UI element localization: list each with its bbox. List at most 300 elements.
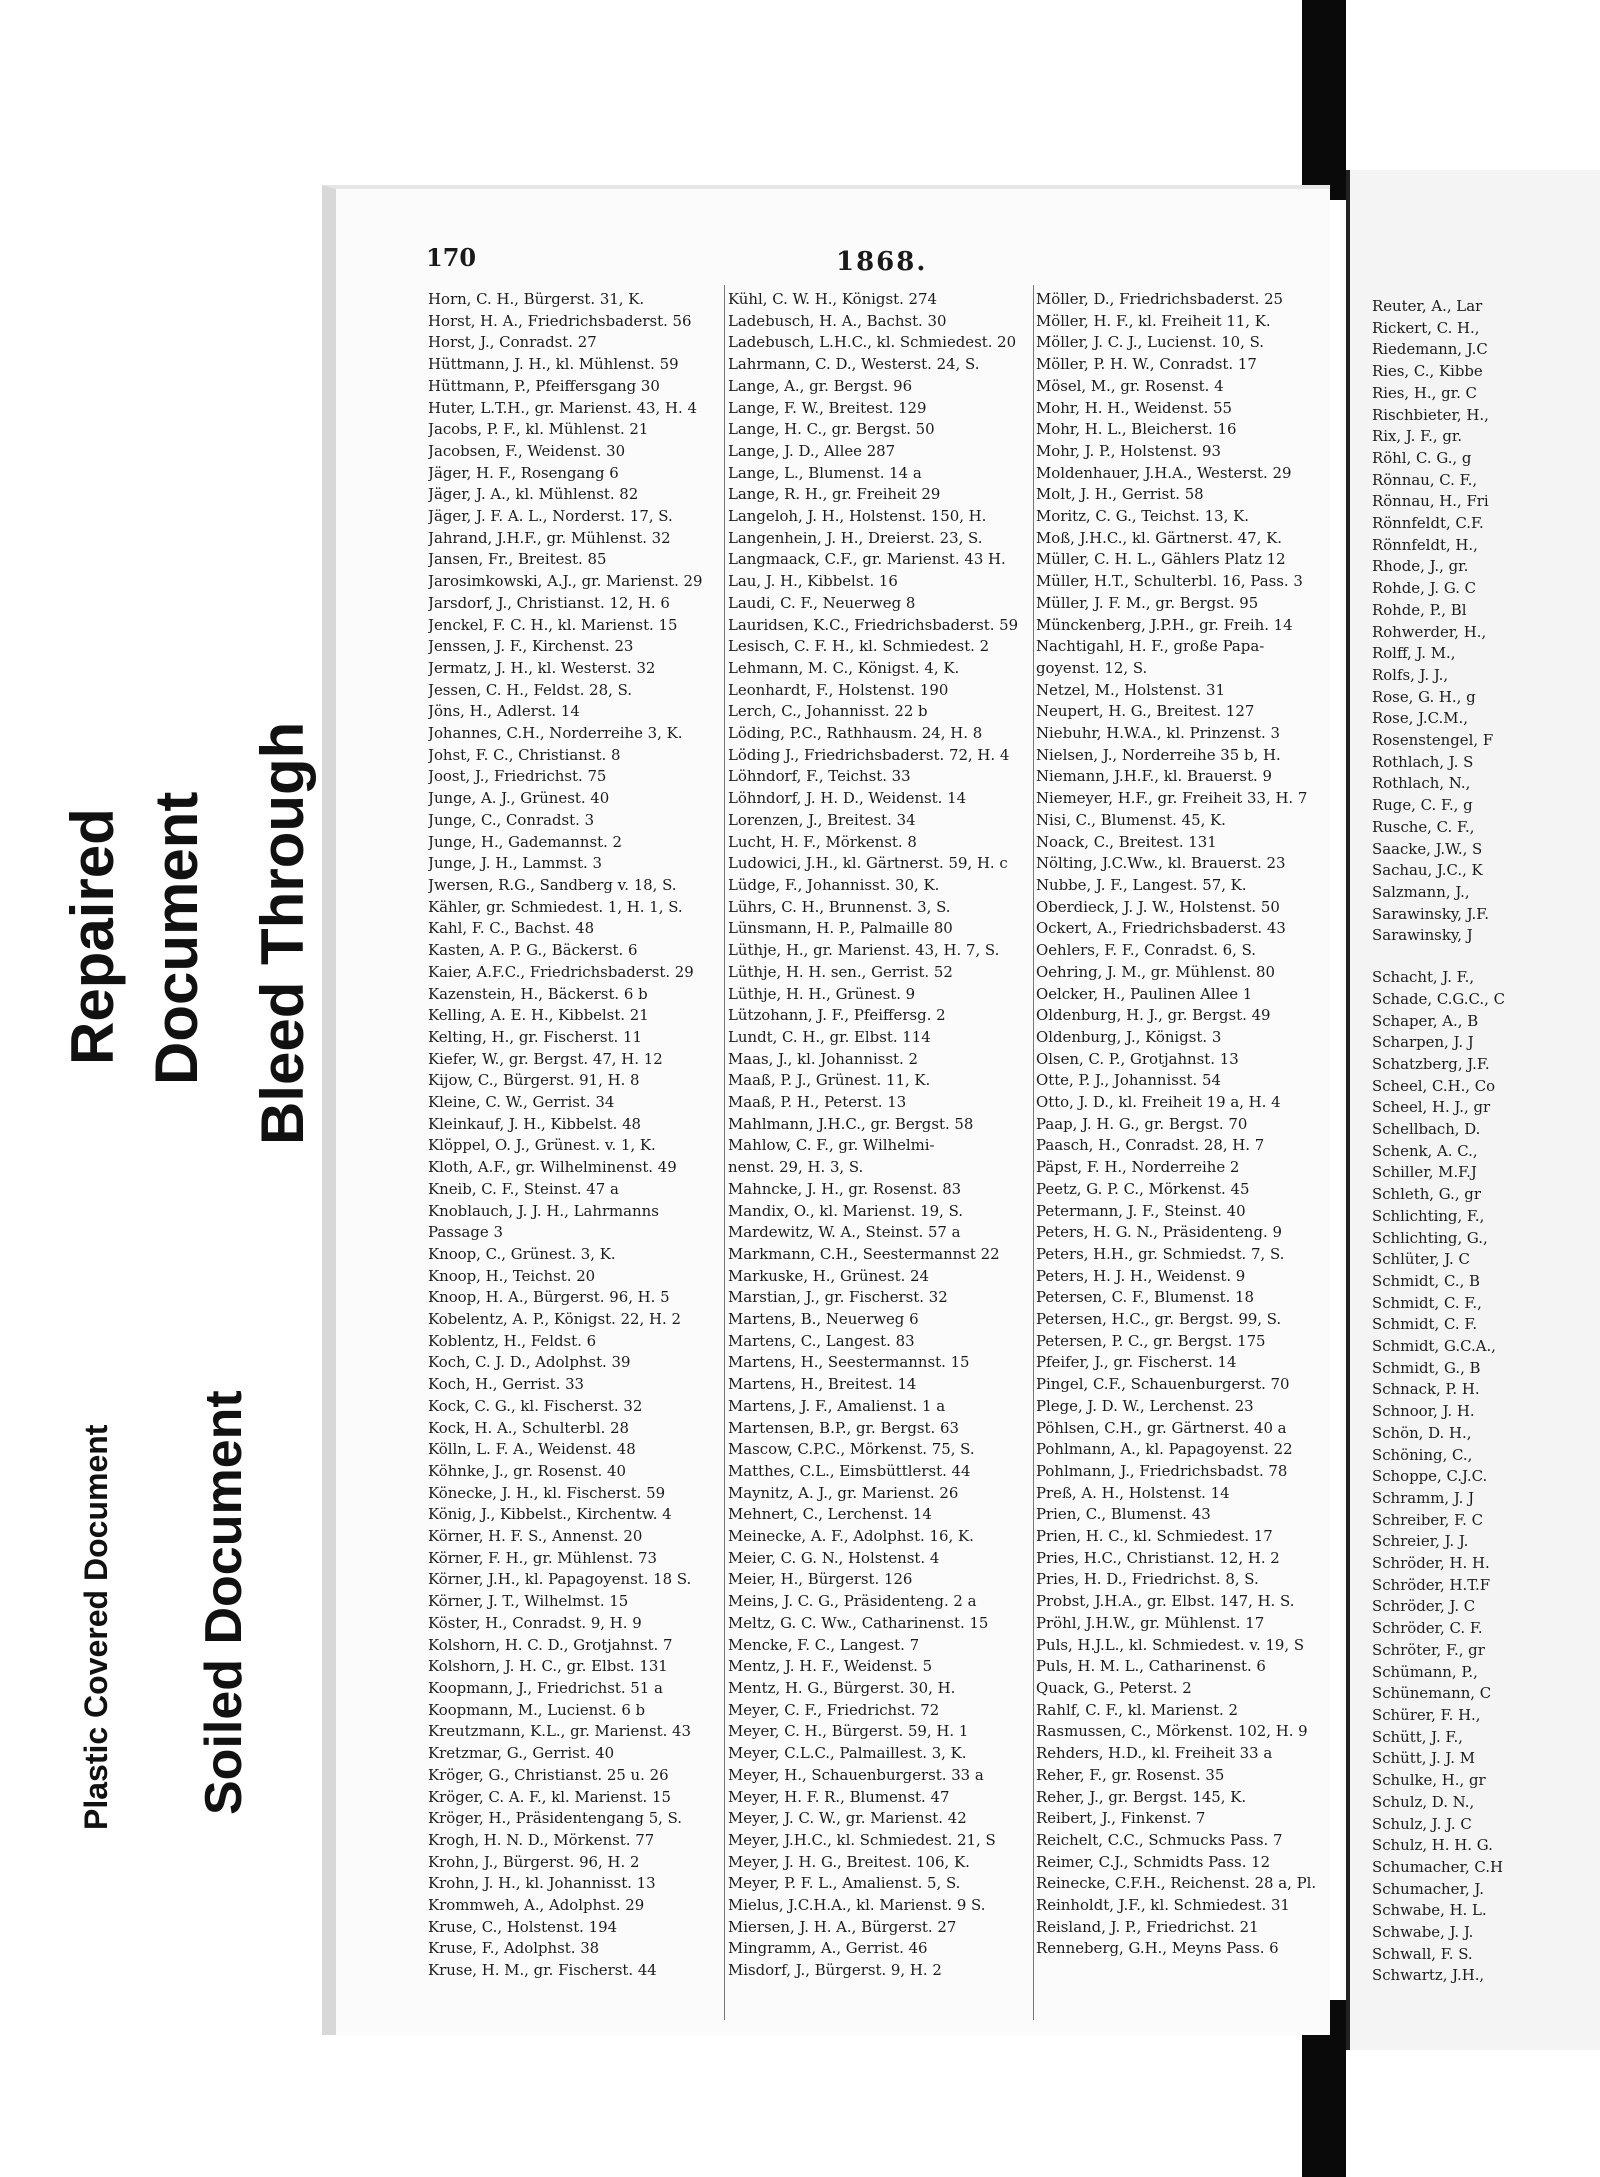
next-page-entry: Schröter, F., gr: [1372, 1640, 1485, 1659]
next-page-entry: Riedemann, J.C: [1372, 340, 1488, 359]
directory-entry: Pöhlsen, C.H., gr. Gärtnerst. 40 a: [1036, 1418, 1287, 1437]
directory-entry: Junge, A. J., Grünest. 40: [428, 789, 610, 808]
directory-entry: Müller, H.T., Schulterbl. 16, Pass. 3: [1036, 572, 1303, 591]
directory-entry: Jenssen, J. F., Kirchenst. 23: [428, 637, 634, 656]
next-page-entry: Schröder, H. H.: [1372, 1554, 1490, 1573]
directory-entry: Rahlf, C. F., kl. Marienst. 2: [1036, 1700, 1238, 1719]
directory-entry: Jäger, J. A., kl. Mühlenst. 82: [428, 485, 639, 504]
directory-entry: Löhndorf, F., Teichst. 33: [728, 767, 911, 786]
next-page-entry: Schmidt, G., B: [1372, 1358, 1481, 1377]
next-page-entry: Schön, D. H.,: [1372, 1423, 1472, 1442]
next-page-entry: Schöning, C.,: [1372, 1445, 1473, 1464]
directory-entry: Kähler, gr. Schmiedest. 1, H. 1, S.: [428, 897, 683, 916]
directory-entry: Müller, J. F. M., gr. Bergst. 95: [1036, 593, 1259, 612]
directory-entry: Puls, H.J.L., kl. Schmiedest. v. 19, S: [1036, 1635, 1305, 1654]
next-page-entry: Schröder, C. F.: [1372, 1619, 1483, 1638]
next-page-entry: Schulke, H., gr: [1372, 1771, 1486, 1790]
directory-entry: Meyer, J. C. W., gr. Marienst. 42: [728, 1809, 967, 1828]
directory-entry: Koch, C. J. D., Adolphst. 39: [428, 1353, 631, 1372]
directory-entry: Kaier, A.F.C., Friedrichsbaderst. 29: [428, 962, 694, 981]
next-page-entry: Schwartz, J.H.,: [1372, 1966, 1485, 1985]
directory-entry: Lüthje, H. H. sen., Gerrist. 52: [728, 962, 953, 981]
directory-entry: Löhndorf, J. H. D., Weidenst. 14: [728, 789, 967, 808]
directory-column-1: [428, 289, 728, 1982]
next-page-entry: Schulz, J. J. C: [1372, 1814, 1472, 1833]
next-page-entry: Röhl, C. G., g: [1372, 448, 1472, 467]
directory-entry: Möller, P. H. W., Conradst. 17: [1036, 355, 1257, 374]
directory-entry: Petersen, P. C., gr. Bergst. 175: [1036, 1331, 1266, 1350]
directory-entry: Jacobs, P. F., kl. Mühlenst. 21: [428, 420, 649, 439]
page-year: 1868.: [836, 247, 928, 277]
directory-entry: Köster, H., Conradst. 9, H. 9: [428, 1613, 642, 1632]
directory-entry: Jäger, H. F., Rosengang 6: [428, 463, 619, 482]
directory-entry: Horst, H. A., Friedrichsbaderst. 56: [428, 311, 692, 330]
directory-entry: Oldenburg, H. J., gr. Bergst. 49: [1036, 1006, 1271, 1025]
directory-entry: Lange, H. C., gr. Bergst. 50: [728, 420, 935, 439]
next-page-entry: Schnoor, J. H.: [1372, 1402, 1475, 1421]
directory-entry: nenst. 29, H. 3, S.: [728, 1158, 864, 1177]
directory-entry: Molt, J. H., Gerrist. 58: [1036, 485, 1204, 504]
directory-entry: Maaß, P. H., Peterst. 13: [728, 1093, 907, 1112]
directory-entry: König, J., Kibbelst., Kirchentw. 4: [428, 1505, 672, 1524]
directory-entry: Moritz, C. G., Teichst. 13, K.: [1036, 507, 1249, 526]
directory-entry: Joost, J., Friedrichst. 75: [428, 767, 607, 786]
directory-entry: Lerch, C., Johannisst. 22 b: [728, 702, 928, 721]
directory-entry: Lützohann, J. F., Pfeiffersg. 2: [728, 1006, 946, 1025]
directory-entry: Oehlers, F. F., Conradst. 6, S.: [1036, 941, 1257, 960]
directory-entry: Niebuhr, H.W.A., kl. Prinzenst. 3: [1036, 724, 1280, 743]
directory-entry: Leonhardt, F., Holstenst. 190: [728, 680, 949, 699]
directory-entry: Meyer, H. F. R., Blumenst. 47: [728, 1787, 950, 1806]
directory-entry: Lehmann, M. C., Königst. 4, K.: [728, 658, 960, 677]
directory-entry: Ludowici, J.H., kl. Gärtnerst. 59, H. c: [728, 854, 1008, 873]
next-page-entry: Schreiber, F. C: [1372, 1510, 1483, 1529]
directory-entry: Mohr, H. L., Bleicherst. 16: [1036, 420, 1237, 439]
next-page-entry: Schlichting, F.,: [1372, 1206, 1485, 1225]
directory-entry: Koopmann, M., Lucienst. 6 b: [428, 1700, 646, 1719]
next-page-entry: Schreier, J. J.: [1372, 1532, 1469, 1551]
directory-entry: Plege, J. D. W., Lerchenst. 23: [1036, 1396, 1254, 1415]
directory-entry: Markuske, H., Grünest. 24: [728, 1266, 930, 1285]
directory-entry: Mardewitz, W. A., Steinst. 57 a: [728, 1223, 961, 1242]
next-page-entry: Schwabe, H. L.: [1372, 1901, 1487, 1920]
directory-entry: Lange, J. D., Allee 287: [728, 441, 896, 460]
directory-entry: Kröger, C. A. F., kl. Marienst. 15: [428, 1787, 671, 1806]
label-soiled: Soiled Document: [195, 1390, 253, 1815]
next-page-entry: Schaper, A., B: [1372, 1011, 1479, 1030]
directory-entry: Nölting, J.C.Ww., kl. Brauerst. 23: [1036, 854, 1286, 873]
directory-entry: Rehders, H.D., kl. Freiheit 33 a: [1036, 1744, 1273, 1763]
directory-entry: Nachtigahl, H. F., große Papa-: [1036, 637, 1265, 656]
directory-page: [322, 185, 1330, 2035]
directory-entry: Knoop, C., Grünest. 3, K.: [428, 1244, 616, 1263]
directory-entry: Kahl, F. C., Bachst. 48: [428, 919, 595, 938]
directory-entry: Reisland, J. P., Friedrichst. 21: [1036, 1917, 1259, 1936]
next-page-entry: Rusche, C. F.,: [1372, 817, 1475, 836]
directory-entry: Kölln, L. F. A., Weidenst. 48: [428, 1440, 636, 1459]
directory-entry: Niemeyer, H.F., gr. Freiheit 33, H. 7: [1036, 789, 1308, 808]
directory-entry: Krohn, J. H., kl. Johannisst. 13: [428, 1874, 656, 1893]
directory-entry: Mösel, M., gr. Rosenst. 4: [1036, 376, 1224, 395]
next-page-entry: Rönnfeldt, C.F.: [1372, 514, 1484, 533]
directory-entry: Ockert, A., Friedrichsbaderst. 43: [1036, 919, 1286, 938]
directory-entry: Peters, H. J. H., Weidenst. 9: [1036, 1266, 1246, 1285]
next-page-entry: Scheel, H. J., gr: [1372, 1098, 1491, 1117]
next-page-entry: Schnack, P. H.: [1372, 1380, 1480, 1399]
directory-entry: Otte, P. J., Johannisst. 54: [1036, 1071, 1221, 1090]
directory-entry: Kühl, C. W. H., Königst. 274: [728, 290, 937, 308]
next-page-entry: Scharpen, J. J: [1372, 1033, 1474, 1052]
next-page-entry: Rönnau, H., Fri: [1372, 492, 1489, 511]
directory-entry: Preß, A. H., Holstenst. 14: [1036, 1483, 1230, 1502]
directory-entry: Möller, H. F., kl. Freiheit 11, K.: [1036, 311, 1271, 330]
directory-entry: Lahrmann, C. D., Westerst. 24, S.: [728, 355, 980, 374]
label-bleed-through: Bleed Through: [249, 721, 316, 1145]
next-page-entry: Schenk, A. C.,: [1372, 1141, 1478, 1160]
directory-entry: Pingel, C.F., Schauenburgerst. 70: [1036, 1375, 1290, 1394]
directory-entry: Meier, C. G. N., Holstenst. 4: [728, 1548, 940, 1567]
directory-entry: Paasch, H., Conradst. 28, H. 7: [1036, 1136, 1265, 1155]
directory-entry: Marstian, J., gr. Fischerst. 32: [728, 1288, 948, 1307]
directory-entry: Meyer, J. H. G., Breitest. 106, K.: [728, 1852, 970, 1871]
directory-entry: Miersen, J. H. A., Bürgerst. 27: [728, 1917, 957, 1936]
directory-entry: Körner, J. T., Wilhelmst. 15: [428, 1592, 629, 1611]
next-page-entry: Rothlach, J. S: [1372, 752, 1474, 771]
directory-entry: Lüdge, F., Johannisst. 30, K.: [728, 875, 940, 894]
label-plastic-covered: Plastic Covered Document: [78, 1424, 114, 1830]
directory-entry: Mencke, F. C., Langest. 7: [728, 1635, 920, 1654]
directory-entry: Petersen, C. F., Blumenst. 18: [1036, 1288, 1254, 1307]
directory-entry: Kiefer, W., gr. Bergst. 47, H. 12: [428, 1049, 663, 1068]
directory-entry: Peetz, G. P. C., Mörkenst. 45: [1036, 1179, 1250, 1198]
directory-entry: Reimer, C.J., Schmidts Pass. 12: [1036, 1852, 1271, 1871]
directory-entry: Niemann, J.H.F., kl. Brauerst. 9: [1036, 767, 1273, 786]
directory-entry: Meyer, C. F., Friedrichst. 72: [728, 1700, 940, 1719]
next-page-entry: Rose, J.C.M.,: [1372, 709, 1468, 728]
directory-entry: Jenckel, F. C. H., kl. Marienst. 15: [428, 615, 678, 634]
directory-entry: Probst, J.H.A., gr. Elbst. 147, H. S.: [1036, 1592, 1295, 1611]
directory-entry: Nisi, C., Blumenst. 45, K.: [1036, 810, 1226, 829]
next-page-entry: Rohde, P., Bl: [1372, 600, 1467, 619]
directory-entry: Kröger, G., Christianst. 25 u. 26: [428, 1765, 669, 1784]
directory-entry: Meyer, H., Schauenburgerst. 33 a: [728, 1765, 984, 1784]
directory-entry: Mandix, O., kl. Marienst. 19, S.: [728, 1201, 963, 1220]
directory-entry: Oehring, J. M., gr. Mühlenst. 80: [1036, 962, 1275, 981]
directory-entry: Kolshorn, J. H. C., gr. Elbst. 131: [428, 1657, 668, 1676]
directory-entry: Petersen, H.C., gr. Bergst. 99, S.: [1036, 1310, 1282, 1329]
directory-entry: Mohr, H. H., Weidenst. 55: [1036, 398, 1233, 417]
next-page-entry: Schürer, F. H.,: [1372, 1706, 1481, 1724]
next-page-entry: Schröder, J. C: [1372, 1597, 1476, 1616]
directory-entry: Martens, J. F., Amalienst. 1 a: [728, 1396, 946, 1415]
directory-entry: Kreutzmann, K.L., gr. Marienst. 43: [428, 1722, 691, 1741]
next-page-entry: Schütt, J. J. M: [1372, 1749, 1475, 1768]
next-page-entry: Rhode, J., gr.: [1372, 557, 1469, 576]
directory-entry: Martensen, B.P., gr. Bergst. 63: [728, 1418, 959, 1437]
directory-entry: Johannes, C.H., Norderreihe 3, K.: [428, 724, 683, 743]
directory-entry: Mahlmann, J.H.C., gr. Bergst. 58: [728, 1114, 974, 1133]
directory-entry: Kloth, A.F., gr. Wilhelminenst. 49: [428, 1158, 677, 1177]
next-page-entry: Rickert, C. H.,: [1372, 318, 1480, 337]
directory-entry: Päpst, F. H., Norderreihe 2: [1036, 1158, 1240, 1177]
directory-column-2: [728, 289, 1030, 1982]
directory-entry: Pries, H.C., Christianst. 12, H. 2: [1036, 1548, 1280, 1567]
directory-entry: Kock, H. A., Schulterbl. 28: [428, 1418, 630, 1437]
next-page-entry: Sarawinsky, J: [1372, 926, 1473, 945]
directory-entry: Oelcker, H., Paulinen Allee 1: [1036, 984, 1253, 1003]
next-page-entry: Schmidt, C. F.,: [1372, 1293, 1482, 1312]
directory-entry: Koopmann, J., Friedrichst. 51 a: [428, 1679, 663, 1697]
directory-column-3: [1036, 289, 1338, 1960]
next-page-entry: Schellbach, D.: [1372, 1120, 1481, 1139]
directory-entry: Körner, F. H., gr. Mühlenst. 73: [428, 1548, 657, 1567]
next-page-entry: Schmidt, C., B: [1372, 1271, 1481, 1290]
directory-entry: Junge, H., Gademannst. 2: [428, 832, 623, 851]
next-page-entry: Schlichting, G.,: [1372, 1228, 1488, 1247]
directory-entry: Lüthje, H., gr. Marienst. 43, H. 7, S.: [728, 941, 1000, 960]
directory-entry: Jöns, H., Adlerst. 14: [428, 702, 580, 721]
directory-entry: Pohlmann, A., kl. Papagoyenst. 22: [1036, 1440, 1293, 1459]
directory-entry: Kelting, H., gr. Fischerst. 11: [428, 1027, 642, 1046]
directory-entry: goyenst. 12, S.: [1036, 658, 1148, 677]
directory-entry: Mohr, J. P., Holstenst. 93: [1036, 441, 1222, 460]
directory-entry: Krommweh, A., Adolphst. 29: [428, 1896, 645, 1915]
directory-entry: Petermann, J. F., Steinst. 40: [1036, 1201, 1246, 1220]
next-page-entry: Schulz, D. N.,: [1372, 1792, 1475, 1811]
directory-entry: Maaß, P. J., Grünest. 11, K.: [728, 1071, 931, 1090]
directory-entry: Jarsdorf, J., Christianst. 12, H. 6: [428, 593, 670, 612]
directory-entry: Hüttmann, J. H., kl. Mühlenst. 59: [428, 355, 679, 374]
directory-entry: Mehnert, C., Lerchenst. 14: [728, 1505, 932, 1524]
directory-entry: Pfeifer, J., gr. Fischerst. 14: [1036, 1353, 1237, 1372]
directory-entry: Krogh, H. N. D., Mörkenst. 77: [428, 1830, 655, 1849]
next-page-entry: Salzmann, J.,: [1372, 882, 1470, 901]
directory-entry: Moldenhauer, J.H.A., Westerst. 29: [1036, 463, 1292, 482]
directory-entry: Quack, G., Peterst. 2: [1036, 1679, 1192, 1697]
directory-entry: Ladebusch, L.H.C., kl. Schmiedest. 20: [728, 333, 1017, 352]
directory-entry: Laudi, C. F., Neuerweg 8: [728, 593, 916, 612]
next-page-entry: Ries, C., Kibbe: [1372, 362, 1483, 381]
directory-entry: Kleine, C. W., Gerrist. 34: [428, 1093, 615, 1112]
next-page-entry: Sarawinsky, J.F.: [1372, 904, 1490, 923]
directory-entry: Jwersen, R.G., Sandberg v. 18, S.: [428, 875, 677, 894]
directory-entry: Kelling, A. E. H., Kibbelst. 21: [428, 1006, 649, 1025]
directory-entry: Neupert, H. G., Breitest. 127: [1036, 702, 1255, 721]
directory-entry: Kolshorn, H. C. D., Grotjahnst. 7: [428, 1635, 673, 1654]
next-page-entry: Schlüter, J. C: [1372, 1250, 1470, 1269]
directory-entry: Maynitz, A. J., gr. Marienst. 26: [728, 1483, 959, 1502]
directory-entry: Kruse, C., Holstenst. 194: [428, 1917, 618, 1936]
directory-entry: Kleinkauf, J. H., Kibbelst. 48: [428, 1114, 642, 1133]
scanner-edge-top: [1302, 0, 1346, 200]
directory-entry: Meyer, J.H.C., kl. Schmiedest. 21, S: [728, 1830, 996, 1849]
directory-entry: Mascow, C.P.C., Mörkenst. 75, S.: [728, 1440, 975, 1459]
next-page-entry: Schröder, H.T.F: [1372, 1575, 1491, 1594]
directory-entry: Lange, L., Blumenst. 14 a: [728, 463, 922, 482]
directory-entry: Lange, R. H., gr. Freiheit 29: [728, 485, 941, 504]
directory-entry: Jessen, C. H., Feldst. 28, S.: [428, 680, 632, 699]
directory-entry: Martens, H., Seestermannst. 15: [728, 1353, 970, 1372]
directory-entry: Peters, H.H., gr. Schmiedst. 7, S.: [1036, 1244, 1285, 1263]
directory-entry: Oldenburg, J., Königst. 3: [1036, 1027, 1222, 1046]
next-page-entry: Schumacher, J.: [1372, 1879, 1484, 1898]
directory-entry: Lucht, H. F., Mörkenst. 8: [728, 832, 917, 851]
directory-entry: Jansen, Fr., Breitest. 85: [428, 550, 607, 569]
next-page-entry: Schulz, H. H. G.: [1372, 1836, 1493, 1855]
directory-entry: Kretzmar, G., Gerrist. 40: [428, 1744, 615, 1763]
directory-entry: Nubbe, J. F., Langest. 57, K.: [1036, 875, 1247, 894]
directory-entry: Könecke, J. H., kl. Fischerst. 59: [428, 1483, 666, 1502]
directory-entry: Knoop, H. A., Bürgerst. 96, H. 5: [428, 1288, 670, 1307]
directory-entry: Junge, C., Conradst. 3: [428, 810, 595, 829]
directory-entry: Langmaack, C.F., gr. Marienst. 43 H.: [728, 550, 1006, 569]
directory-entry: Müller, C. H. L., Gählers Platz 12: [1036, 550, 1286, 569]
directory-entry: Pröhl, J.H.W., gr. Mühlenst. 17: [1036, 1613, 1265, 1632]
directory-entry: Markmann, C.H., Seestermannst 22: [728, 1244, 1000, 1263]
directory-entry: Krohn, J., Bürgerst. 96, H. 2: [428, 1852, 640, 1871]
directory-entry: Junge, J. H., Lammst. 3: [428, 854, 602, 873]
next-page-entry: Rönnau, C. F.,: [1372, 470, 1478, 489]
next-page-entry: Schwabe, J. J.: [1372, 1923, 1474, 1942]
next-page-entry: Saacke, J.W., S: [1372, 839, 1483, 858]
directory-entry: Rasmussen, C., Mörkenst. 102, H. 9: [1036, 1722, 1308, 1741]
next-page-entry: Schmidt, C. F.: [1372, 1315, 1478, 1334]
directory-entry: Koblentz, H., Feldst. 6: [428, 1331, 597, 1350]
directory-entry: Kazenstein, H., Bäckerst. 6 b: [428, 984, 648, 1003]
next-page-entry: Schümann, P.,: [1372, 1662, 1478, 1681]
directory-entry: Pohlmann, J., Friedrichsbadst. 78: [1036, 1461, 1288, 1480]
next-page-entry: Scheel, C.H., Co: [1372, 1076, 1496, 1095]
directory-entry: Puls, H. M. L., Catharinenst. 6: [1036, 1657, 1266, 1676]
directory-entry: Jarosimkowski, A.J., gr. Marienst. 29: [428, 572, 703, 591]
directory-entry: Kruse, H. M., gr. Fischerst. 44: [428, 1961, 657, 1980]
directory-entry: Kröger, H., Präsidentengang 5, S.: [428, 1809, 683, 1828]
directory-entry: Prien, H. C., kl. Schmiedest. 17: [1036, 1527, 1273, 1546]
next-page-entry: Rolff, J. M.,: [1372, 644, 1456, 663]
directory-entry: Meinecke, A. F., Adolphst. 16, K.: [728, 1527, 974, 1546]
directory-entry: Jäger, J. F. A. L., Norderst. 17, S.: [428, 507, 673, 526]
directory-entry: Lange, F. W., Breitest. 129: [728, 398, 927, 417]
directory-entry: Meyer, C. H., Bürgerst. 59, H. 1: [728, 1722, 969, 1741]
next-page-entry: Sachau, J.C., K: [1372, 861, 1483, 880]
directory-entry: Knoop, H., Teichst. 20: [428, 1266, 596, 1285]
directory-entry: Martens, H., Breitest. 14: [728, 1375, 917, 1394]
directory-entry: Peters, H. G. N., Präsidenteng. 9: [1036, 1223, 1282, 1242]
directory-entry: Münckenberg, J.P.H., gr. Freih. 14: [1036, 615, 1293, 634]
next-page-entry: Rosenstengel, F: [1372, 731, 1494, 750]
directory-entry: Mielus, J.C.H.A., kl. Marienst. 9 S.: [728, 1896, 986, 1915]
directory-entry: Reibert, J., Finkenst. 7: [1036, 1809, 1206, 1828]
directory-entry: Jacobsen, F., Weidenst. 30: [428, 441, 626, 460]
next-page-entry: Ruge, C. F., g: [1372, 796, 1473, 815]
next-page-entry: Schacht, J. F.,: [1372, 968, 1475, 987]
directory-entry: Meltz, G. C. Ww., Catharinenst. 15: [728, 1613, 989, 1632]
directory-entry: Langenhein, J. H., Dreierst. 23, S.: [728, 528, 983, 547]
directory-entry: Moß, J.H.C., kl. Gärtnerst. 47, K.: [1036, 528, 1282, 547]
directory-entry: Otto, J. D., kl. Freiheit 19 a, H. 4: [1036, 1093, 1281, 1112]
next-page-entry: Schumacher, C.H: [1372, 1857, 1503, 1876]
next-page-entry: Schleth, G., gr: [1372, 1185, 1481, 1204]
directory-entry: Mentz, H. G., Bürgerst. 30, H.: [728, 1679, 956, 1697]
directory-entry: Lange, A., gr. Bergst. 96: [728, 376, 913, 395]
directory-entry: Reichelt, C.C., Schmucks Pass. 7: [1036, 1830, 1283, 1849]
directory-entry: Olsen, C. P., Grotjahnst. 13: [1036, 1049, 1239, 1068]
directory-entry: Lünsmann, H. P., Palmaille 80: [728, 919, 953, 938]
directory-entry: Martens, B., Neuerweg 6: [728, 1310, 919, 1329]
next-page-entry: Rischbieter, H.,: [1372, 405, 1489, 424]
directory-entry: Lau, J. H., Kibbelst. 16: [728, 572, 898, 591]
directory-entry: Knoblauch, J. J. H., Lahrmanns: [428, 1201, 659, 1220]
directory-entry: Lorenzen, J., Breitest. 34: [728, 810, 916, 829]
directory-entry: Möller, J. C. J., Lucienst. 10, S.: [1036, 333, 1265, 352]
directory-entry: Körner, J.H., kl. Papagoyenst. 18 S.: [428, 1570, 692, 1589]
directory-entry: Reher, F., gr. Rosenst. 35: [1036, 1765, 1225, 1784]
next-page-entry: Rothlach, N.,: [1372, 774, 1471, 793]
directory-entry: Lundt, C. H., gr. Elbst. 114: [728, 1027, 931, 1046]
next-page-entry: Schünemann, C: [1372, 1684, 1492, 1703]
directory-entry: Misdorf, J., Bürgerst. 9, H. 2: [728, 1961, 942, 1980]
directory-entry: Passage 3: [428, 1223, 503, 1242]
next-page-entry: Rix, J. F., gr.: [1372, 427, 1463, 446]
next-page-entry: Schramm, J. J: [1372, 1488, 1475, 1507]
directory-entry: Körner, H. F. S., Annenst. 20: [428, 1527, 643, 1546]
directory-entry: Löding, P.C., Rathhausm. 24, H. 8: [728, 724, 983, 743]
directory-entry: Mentz, J. H. F., Weidenst. 5: [728, 1657, 933, 1676]
directory-entry: Löding J., Friedrichsbaderst. 72, H. 4: [728, 745, 1010, 764]
directory-entry: Prien, C., Blumenst. 43: [1036, 1505, 1211, 1524]
next-page-entry: Rohwerder, H.,: [1372, 622, 1487, 641]
next-page-entry: Schwall, F. S.: [1372, 1944, 1473, 1963]
directory-entry: Jermatz, J. H., kl. Westerst. 32: [428, 658, 656, 677]
next-page-entry: Schiller, M.F.J: [1372, 1163, 1477, 1182]
directory-entry: Ladebusch, H. A., Bachst. 30: [728, 311, 947, 330]
directory-entry: Netzel, M., Holstenst. 31: [1036, 680, 1225, 699]
directory-entry: Reher, J., gr. Bergst. 145, K.: [1036, 1787, 1247, 1806]
directory-entry: Lauridsen, K.C., Friedrichsbaderst. 59: [728, 615, 1019, 634]
next-page-entry: Schoppe, C.J.C.: [1372, 1467, 1488, 1486]
next-page-entry: Rose, G. H., g: [1372, 687, 1476, 706]
next-page-column: [1372, 296, 1600, 1987]
directory-entry: Reinholdt, J.F., kl. Schmiedest. 31: [1036, 1896, 1290, 1915]
next-page-entry: Rönnfeldt, H.,: [1372, 535, 1478, 554]
directory-entry: Horn, C. H., Bürgerst. 31, K.: [428, 290, 645, 308]
next-page-entry: Schmidt, G.C.A.,: [1372, 1337, 1496, 1356]
directory-entry: Jahrand, J.H.F., gr. Mühlenst. 32: [428, 528, 671, 547]
next-page-entry: Rolfs, J. J.,: [1372, 665, 1449, 684]
directory-entry: Oberdieck, J. J. W., Holstenst. 50: [1036, 897, 1280, 916]
directory-entry: Koch, H., Gerrist. 33: [428, 1375, 585, 1394]
label-repaired: Repaired: [59, 808, 126, 1065]
directory-entry: Kock, C. G., kl. Fischerst. 32: [428, 1396, 643, 1415]
directory-entry: Meyer, P. F. L., Amalienst. 5, S.: [728, 1874, 961, 1893]
next-page-entry: Schade, C.G.C., C: [1372, 989, 1505, 1008]
label-document: Document: [143, 791, 210, 1085]
directory-entry: Mahncke, J. H., gr. Rosenst. 83: [728, 1179, 962, 1198]
directory-entry: Mingramm, A., Gerrist. 46: [728, 1939, 928, 1958]
directory-entry: Kobelentz, A. P., Königst. 22, H. 2: [428, 1310, 681, 1329]
directory-entry: Nielsen, J., Norderreihe 35 b, H.: [1036, 745, 1281, 764]
directory-entry: Hüttmann, P., Pfeiffersgang 30: [428, 376, 660, 395]
next-page-entry: Reuter, A., Lar: [1372, 297, 1483, 315]
directory-entry: Lesisch, C. F. H., kl. Schmiedest. 2: [728, 637, 990, 656]
directory-entry: Pries, H. D., Friedrichst. 8, S.: [1036, 1570, 1259, 1589]
directory-entry: Johst, F. C., Christianst. 8: [428, 745, 621, 764]
directory-entry: Meier, H., Bürgerst. 126: [728, 1570, 913, 1589]
directory-entry: Martens, C., Langest. 83: [728, 1331, 915, 1350]
directory-entry: Horst, J., Conradst. 27: [428, 333, 597, 352]
column-divider: [1033, 285, 1034, 2020]
directory-entry: Noack, C., Breitest. 131: [1036, 832, 1217, 851]
